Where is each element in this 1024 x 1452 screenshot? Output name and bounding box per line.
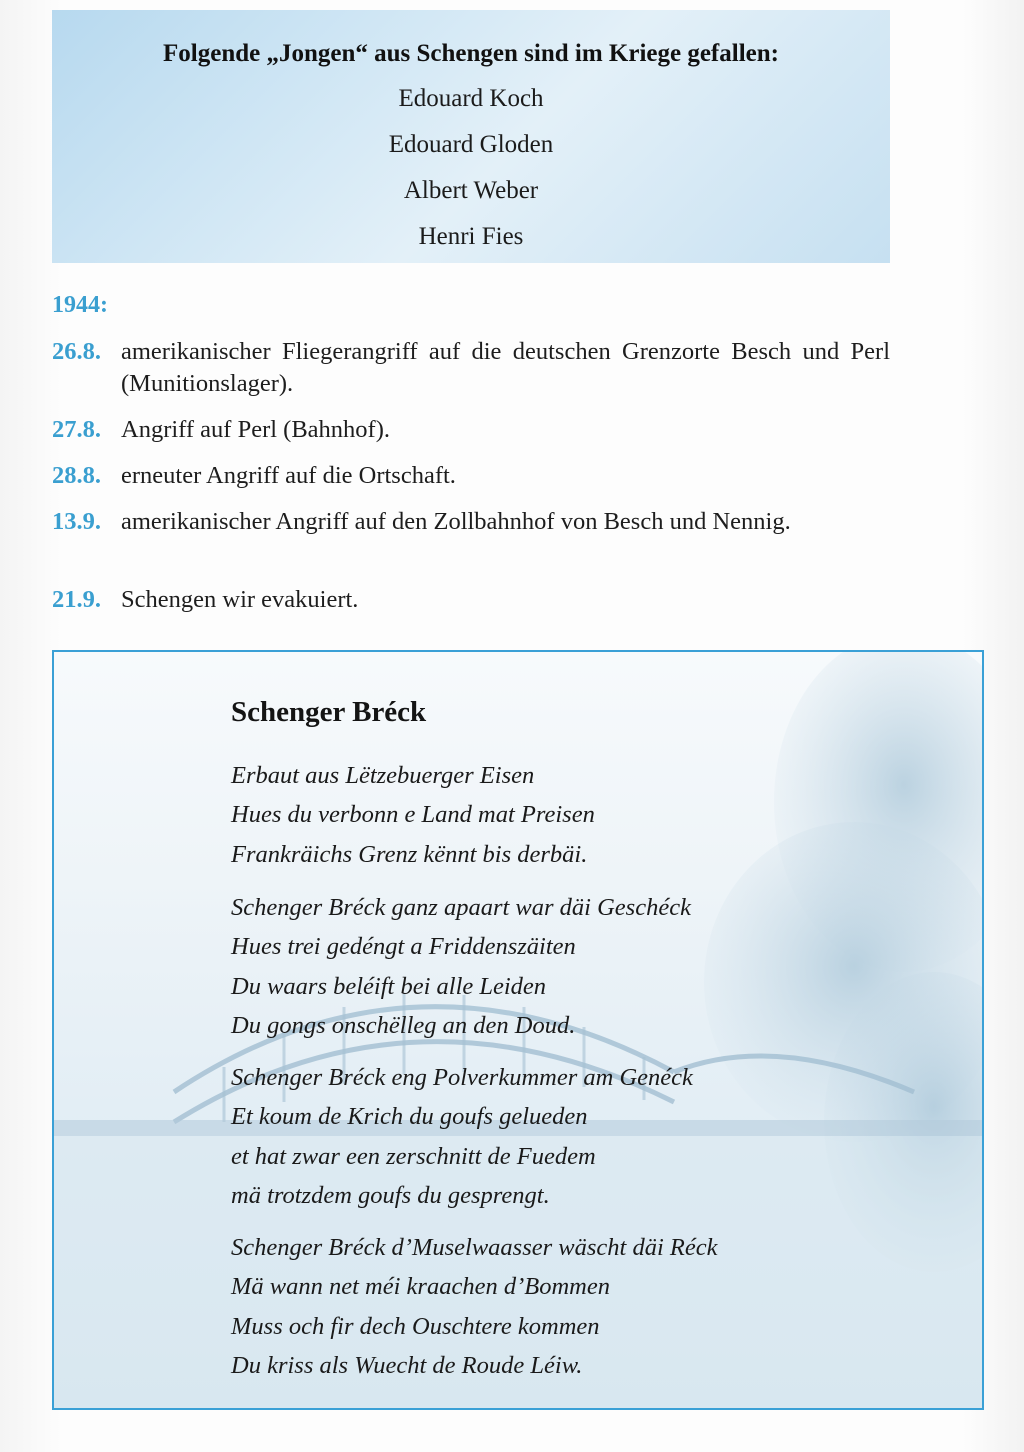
poem-line: Du kriss als Wuecht de Roude Léiw.	[231, 1351, 583, 1379]
poem-stanza	[231, 1228, 717, 1385]
poem-line: Schenger Bréck ganz apaart war däi Geschéck	[231, 894, 691, 921]
poem-stanza	[231, 756, 595, 874]
event-text: amerikanischer Fliegerangriff auf die deutschen Grenzorte Besch und Perl (Munitionslager).	[121, 338, 890, 397]
event-entry	[52, 506, 890, 538]
poem-line: Frankräichs Grenz kënnt bis derbäi.	[231, 840, 588, 868]
poem-line: et hat zwar een zerschnitt de Fuedem	[231, 1142, 596, 1170]
event-entry	[52, 584, 890, 616]
poem-stanza	[231, 1058, 693, 1215]
event-text: Schengen wir evakuiert.	[121, 586, 359, 613]
event-date: 26.8.	[52, 338, 101, 365]
poem-line: Hues trei gedéngt a Friddenszäiten	[231, 933, 576, 961]
poem-line: Du waars beléift bei alle Leiden	[231, 972, 547, 1000]
poem-box	[52, 650, 984, 1410]
event-date: 27.8.	[52, 416, 101, 443]
poem-line: Hues du verbonn e Land mat Preisen	[231, 801, 595, 829]
poem-line: Erbaut aus Lëtzebuerger Eisen	[231, 762, 535, 789]
poem-line: Schenger Bréck eng Polverkummer am Genéck	[231, 1064, 693, 1091]
poem-line: Mä wann net méi kraachen d’Bommen	[231, 1273, 610, 1301]
fallen-name: Edouard Gloden	[388, 131, 554, 158]
poem-title: Schenger Bréck	[231, 696, 427, 728]
event-entry	[52, 414, 890, 446]
event-date: 28.8.	[52, 462, 101, 489]
fallen-name: Henri Fies	[418, 223, 524, 250]
event-entry	[52, 336, 890, 400]
poem-line: Schenger Bréck d’Muselwaasser wäscht däi Réck	[231, 1234, 718, 1261]
poem-line: mä trotzdem goufs du gesprengt.	[231, 1181, 550, 1209]
memorial-heading: Folgende „Jongen“ aus Schengen sind im Kriege gefallen:	[163, 40, 779, 67]
fallen-name: Albert Weber	[403, 177, 539, 204]
poem-line: Muss och fir dech Ouschtere kommen	[231, 1312, 600, 1340]
event-text: amerikanischer Angriff auf den Zollbahnhof von Besch und Nennig.	[121, 508, 791, 535]
memorial-box	[52, 10, 890, 263]
event-text: erneuter Angriff auf die Ortschaft.	[121, 462, 456, 489]
fallen-name: Edouard Koch	[398, 85, 544, 112]
event-date: 13.9.	[52, 508, 101, 535]
poem-stanza	[231, 888, 691, 1045]
event-date: 21.9.	[52, 586, 101, 613]
poem-line: Et koum de Krich du goufs gelueden	[231, 1103, 588, 1131]
poem-line: Du gongs onschëlleg an den Doud.	[231, 1011, 576, 1039]
event-text: Angriff auf Perl (Bahnhof).	[121, 416, 390, 443]
event-entry	[52, 460, 890, 492]
year-label: 1944:	[52, 292, 108, 318]
